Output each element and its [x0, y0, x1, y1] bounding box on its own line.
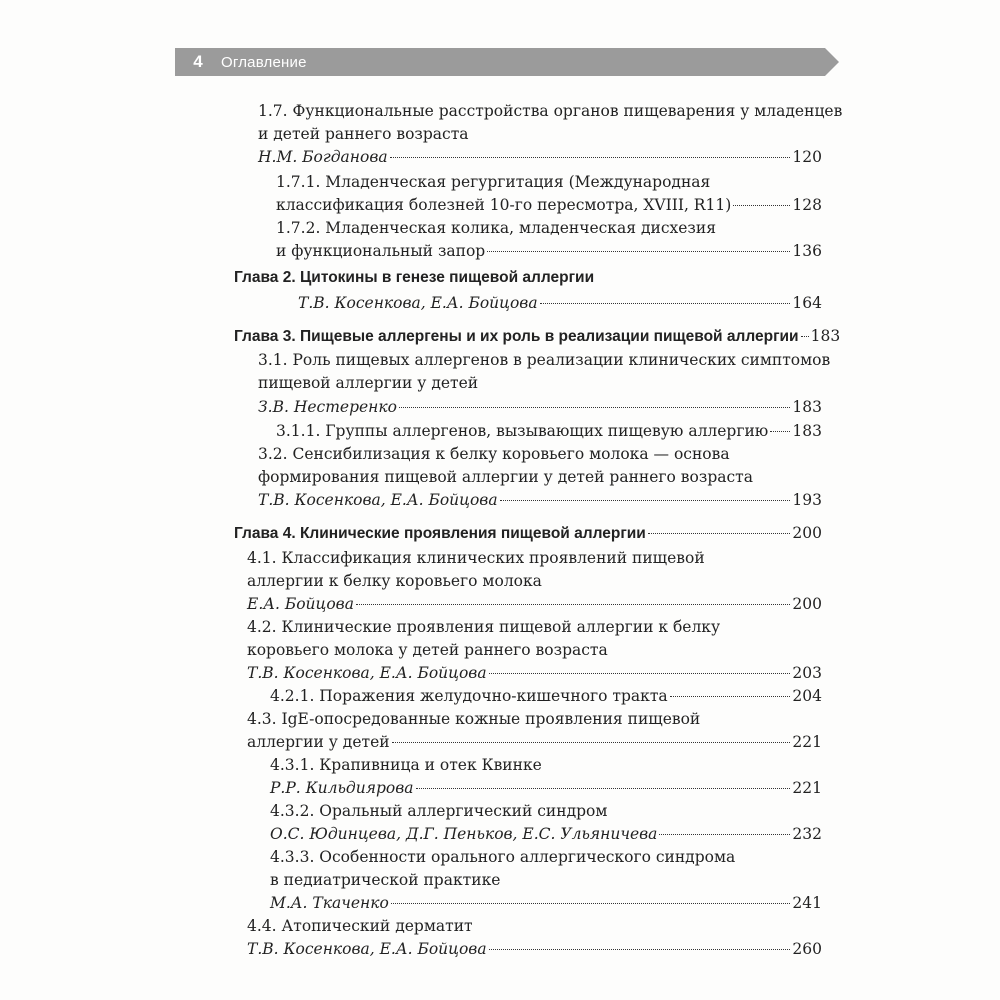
- toc-entry-author: Р.Р. Кильдиярова: [270, 779, 414, 797]
- dot-leader: [399, 407, 790, 408]
- toc-entry-4-1: [247, 547, 705, 593]
- toc-entry-page: 164: [792, 294, 822, 312]
- toc-entry-title-first: 1.7.2. Младенческая колика, младенческая дисхезия: [276, 219, 716, 237]
- toc-entry-3-1-1: [276, 420, 822, 443]
- toc-entry-author-line: [258, 489, 822, 512]
- toc-entry-page: 260: [792, 940, 822, 958]
- toc-entry-author: Е.А. Бойцова: [247, 595, 354, 613]
- toc-chapter-3: [234, 325, 841, 348]
- toc-entry-author: Т.В. Косенкова, Е.А. Бойцова: [247, 664, 487, 682]
- toc-entry-4-2: [247, 616, 720, 662]
- toc-entry-author: Н.М. Богданова: [258, 148, 388, 166]
- dot-leader: [356, 604, 790, 605]
- toc-entry-1-7-2: [276, 217, 716, 240]
- toc-chapter-2: [234, 266, 594, 289]
- header-title: Оглавление: [221, 53, 307, 71]
- toc-entry-author-line: [270, 777, 822, 800]
- header-page-number: 4: [193, 52, 203, 71]
- toc-entry-title-line: [276, 240, 822, 263]
- toc-entry-4-3-1: [270, 754, 542, 777]
- toc-entry-3-1: [258, 349, 830, 395]
- toc-entry-author: Т.В. Косенкова, Е.А. Бойцова: [258, 491, 498, 509]
- toc-entry-4-3-3: [270, 846, 735, 892]
- toc-entry-title-first: 4.3. IgE-опосредованные кожные проявления пищевой: [247, 710, 701, 728]
- toc-entry-page: 193: [792, 491, 822, 509]
- toc-chapter-4: [234, 522, 822, 545]
- toc-entry-page: 183: [792, 422, 822, 440]
- toc-entry-page: 200: [792, 524, 822, 542]
- toc-entry-author: З.В. Нестеренко: [258, 398, 397, 416]
- toc-entry-title: 4.4. Атопический дерматит: [247, 917, 473, 935]
- toc-entry-title-last: и функциональный запор: [276, 242, 486, 260]
- dot-leader: [659, 834, 790, 835]
- toc-entry-author: М.А. Ткаченко: [270, 894, 389, 912]
- toc-entry-title-last: классификация болезней 10-го пересмотра, XVIII, R11): [276, 196, 732, 214]
- toc-entry-title-line: [247, 731, 822, 754]
- toc-entry-author-line: [298, 292, 822, 315]
- toc-chapter-title: Глава 2. Цитокины в генезе пищевой аллергии: [234, 269, 595, 286]
- toc-entry-page: 136: [792, 242, 822, 260]
- toc-entry-4-3-2: [270, 800, 607, 823]
- toc-entry-author-line: [247, 938, 822, 961]
- toc-entry-author: Т.В. Косенкова, Е.А. Бойцова: [298, 294, 538, 312]
- dot-leader: [540, 303, 791, 304]
- toc-entry-author-line: [247, 662, 822, 685]
- running-header: [175, 48, 825, 76]
- dot-leader: [733, 205, 790, 206]
- toc-entry-1-7: [258, 100, 842, 146]
- toc-entry-page: 204: [792, 687, 822, 705]
- toc-entry-author-line: [258, 146, 822, 169]
- toc-entry-author: Т.В. Косенкова, Е.А. Бойцова: [247, 940, 487, 958]
- toc-entry-title: 4.2.1. Поражения желудочно-кишечного тракта: [270, 687, 668, 705]
- dot-leader: [416, 788, 791, 789]
- dot-leader: [648, 533, 791, 534]
- toc-entry-page: 221: [792, 779, 822, 797]
- toc-entry-page: 203: [792, 664, 822, 682]
- toc-entry-author-line: [247, 593, 822, 616]
- toc-entry-title: 1.7. Функциональные расстройства органов пищеварения у младенцев и детей раннего возраста: [258, 102, 843, 143]
- toc-entry-title: 4.3.1. Крапивница и отек Квинке: [270, 756, 542, 774]
- toc-entry-title: 4.3.3. Особенности орального аллергического синдрома в педиатрической практике: [270, 848, 736, 889]
- toc-entry-title: 3.1. Роль пищевых аллергенов в реализации клинических симптомов пищевой аллергии у детей: [258, 351, 831, 392]
- toc-chapter-title: Глава 4. Клинические проявления пищевой аллергии: [234, 525, 646, 542]
- toc-entry-page: 232: [792, 825, 822, 843]
- toc-entry-3-2: [258, 443, 753, 489]
- toc-entry-author-line: [258, 396, 822, 419]
- dot-leader: [390, 157, 791, 158]
- toc-entry-page: 241: [792, 894, 822, 912]
- toc-entry-page: 128: [792, 196, 822, 214]
- dot-leader: [391, 903, 791, 904]
- toc-entry-author-line: [270, 892, 822, 915]
- toc-entry-1-7-1: [276, 171, 710, 194]
- dot-leader: [770, 431, 790, 432]
- toc-entry-title-last: аллергии у детей: [247, 733, 390, 751]
- toc-entry-4-2-1: [270, 685, 822, 708]
- toc-entry-page: 120: [792, 148, 822, 166]
- toc-entry-author: О.С. Юдинцева, Д.Г. Пеньков, Е.С. Ульяничева: [270, 825, 658, 843]
- toc-entry-title-line: [276, 194, 822, 217]
- dot-leader: [392, 742, 791, 743]
- toc-chapter-title: Глава 3. Пищевые аллергены и их роль в реализации пищевой аллергии: [234, 328, 799, 345]
- dot-leader: [489, 673, 791, 674]
- toc-entry-title: 4.3.2. Оральный аллергический синдром: [270, 802, 608, 820]
- toc-entry-4-4: [247, 915, 473, 938]
- toc-entry-title: 4.1. Классификация клинических проявлений пищевой аллергии к белку коровьего молока: [247, 549, 705, 590]
- toc-entry-title-first: 1.7.1. Младенческая регургитация (Международная: [276, 173, 711, 191]
- dot-leader: [487, 251, 790, 252]
- dot-leader: [801, 336, 809, 337]
- dot-leader: [489, 949, 791, 950]
- toc-entry-page: 221: [792, 733, 822, 751]
- dot-leader: [500, 500, 791, 501]
- dot-leader: [670, 696, 791, 697]
- toc-entry-page: 183: [810, 327, 841, 345]
- toc-entry-title: 3.1.1. Группы аллергенов, вызывающих пищевую аллергию: [276, 422, 769, 440]
- toc-entry-4-3: [247, 708, 700, 731]
- toc-entry-author-line: [270, 823, 822, 846]
- toc-entry-page: 183: [792, 398, 822, 416]
- toc-entry-page: 200: [792, 595, 822, 613]
- toc-entry-title: 3.2. Сенсибилизация к белку коровьего молока — основа формирования пищевой аллергии у детей раннего возраста: [258, 445, 753, 486]
- toc-entry-title: 4.2. Клинические проявления пищевой аллергии к белку коровьего молока у детей раннего возраста: [247, 618, 721, 659]
